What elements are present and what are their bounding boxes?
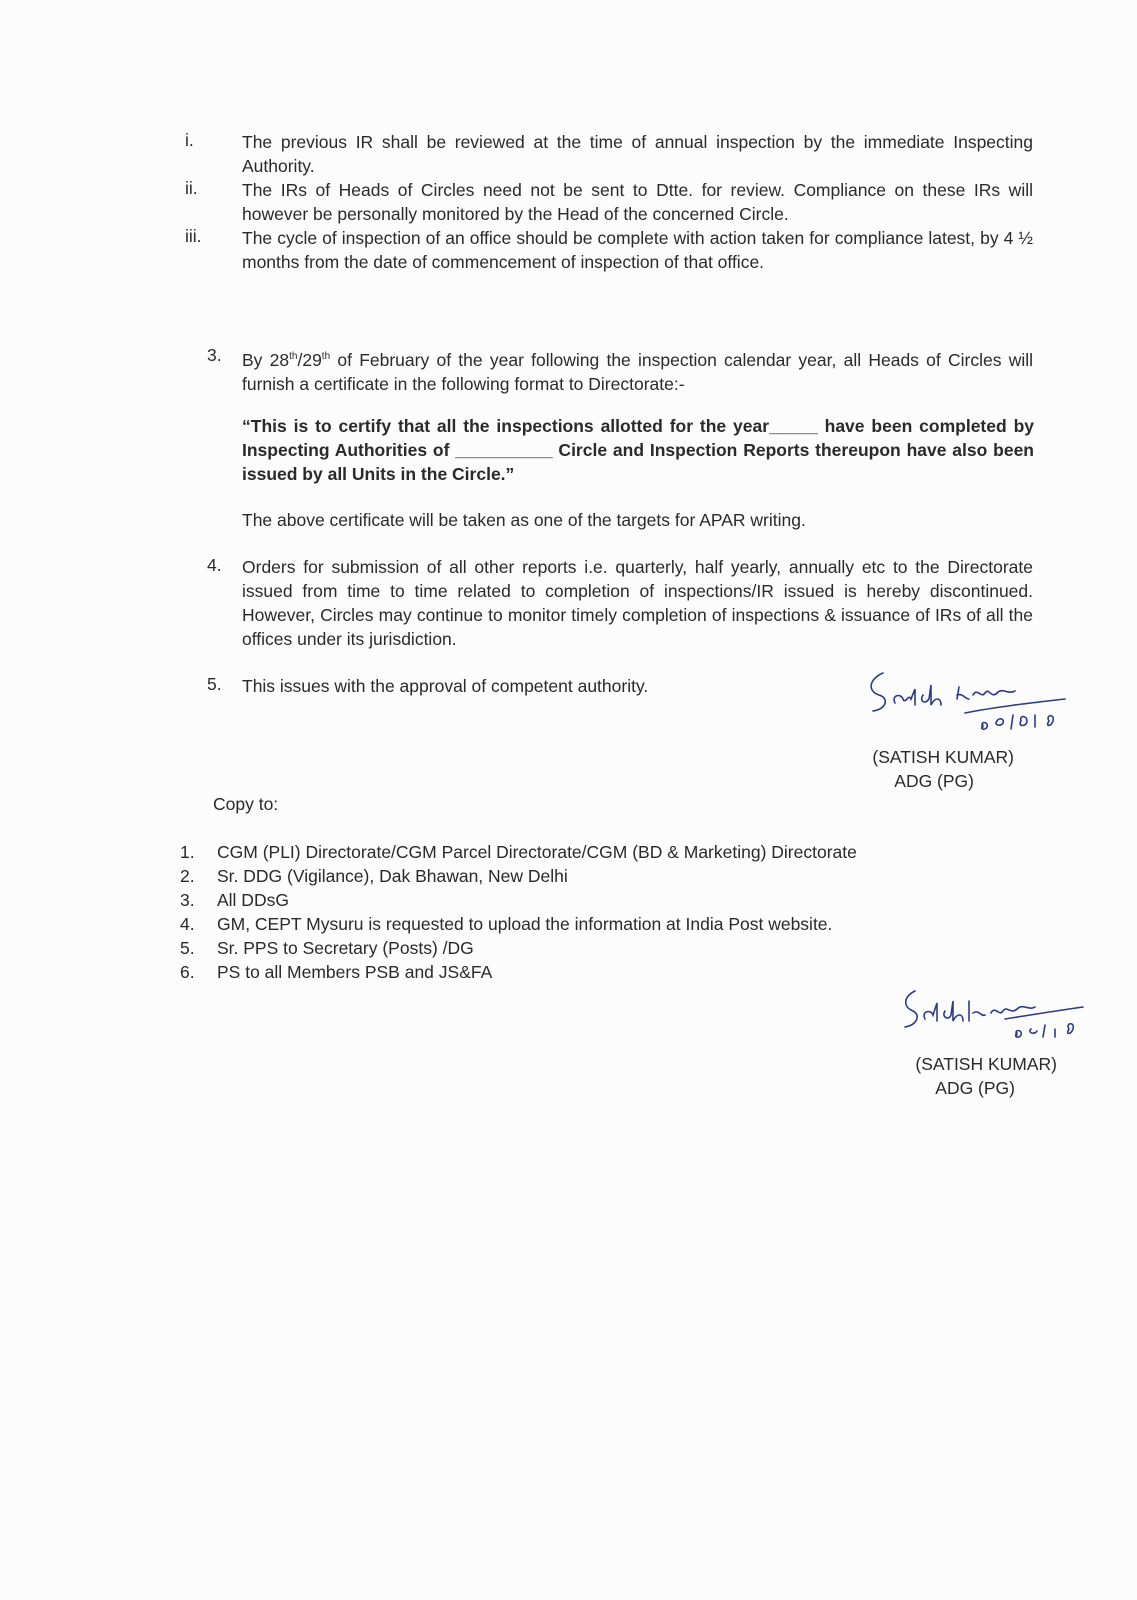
list-item-number: 4. [180, 914, 195, 934]
text-mid: /29 [297, 349, 322, 370]
paragraph-number: 4. [207, 555, 222, 575]
signature-block [800, 745, 1014, 793]
paragraph-number: 5. [207, 674, 222, 694]
paragraph-number: 3. [207, 345, 222, 365]
signatory-name: (SATISH KUMAR) [915, 1054, 1057, 1074]
paragraph-text: This issues with the approval of competent authority. [242, 676, 649, 696]
list-item [180, 912, 857, 936]
paragraph-text [242, 345, 1033, 396]
handwritten-signature [865, 665, 1085, 745]
list-item-number: 5. [180, 938, 195, 958]
roman-item [185, 178, 1033, 226]
item-number: i. [185, 130, 194, 150]
item-text: The cycle of inspection of an office should be complete with action taken for compliance latest, by 4 ½ months from the date of commencement of inspection of that office. [242, 228, 1033, 272]
list-item-text: GM, CEPT Mysuru is requested to upload the information at India Post website. [217, 914, 833, 934]
list-item-number: 3. [180, 890, 195, 910]
list-item-text: CGM (PLI) Directorate/CGM Parcel Directorate/CGM (BD & Marketing) Directorate [217, 842, 857, 862]
list-item [180, 960, 857, 984]
signatory-name: (SATISH KUMAR) [872, 747, 1014, 767]
signatory-designation: ADG (PG) [935, 1078, 1015, 1098]
item-text: The previous IR shall be reviewed at the time of annual inspection by the immediate Inspecting Authority. [242, 132, 1033, 176]
list-item-number: 2. [180, 866, 195, 886]
list-item-text: All DDsG [217, 890, 289, 910]
superscript: th [321, 351, 331, 362]
apar-note: The above certificate will be taken as one of the targets for APAR writing. [242, 510, 806, 530]
paragraph-4 [207, 555, 1033, 651]
certificate-format: “This is to certify that all the inspections allotted for the year_____ have been completed by Inspecting Authorities of __________ Circle and Inspection Reports thereupon have also been issued by all Units in the Circle.” [242, 416, 1034, 484]
list-item [180, 888, 857, 912]
text-prefix: By 28 [242, 349, 290, 370]
handwritten-signature [895, 985, 1095, 1050]
paragraph-3 [207, 345, 1033, 396]
item-text: The IRs of Heads of Circles need not be sent to Dtte. for review. Compliance on these IRs will however be personally monitored by the Head of the concerned Circle. [242, 180, 1033, 224]
signature-block [830, 1052, 1057, 1100]
list-item [180, 840, 857, 864]
roman-item [185, 226, 1033, 274]
list-item-number: 6. [180, 962, 195, 982]
signatory-designation: ADG (PG) [894, 771, 974, 791]
copy-to-label: Copy to: [213, 794, 279, 814]
text-rest: of February of the year following the inspection calendar year, all Heads of Circles will furnish a certificate in the following format to Directorate:- [242, 349, 1033, 394]
roman-item [185, 130, 1033, 178]
item-number: ii. [185, 178, 198, 198]
superscript: th [289, 351, 298, 362]
list-item-text: Sr. DDG (Vigilance), Dak Bhawan, New Delhi [217, 866, 568, 886]
item-number: iii. [185, 226, 202, 246]
list-item [180, 864, 857, 888]
copy-list [180, 840, 857, 984]
list-item-text: Sr. PPS to Secretary (Posts) /DG [217, 938, 474, 958]
list-item [180, 936, 857, 960]
list-item-text: PS to all Members PSB and JS&FA [217, 962, 493, 982]
list-item-number: 1. [180, 842, 195, 862]
paragraph-text: Orders for submission of all other reports i.e. quarterly, half yearly, annually etc to the Directorate issued from time to time related to completion of inspections/IR issued is hereby discontinued. However, Circles may continue to monitor timely completion of inspections & issuance of IRs of all the offices under its jurisdiction. [242, 557, 1033, 649]
